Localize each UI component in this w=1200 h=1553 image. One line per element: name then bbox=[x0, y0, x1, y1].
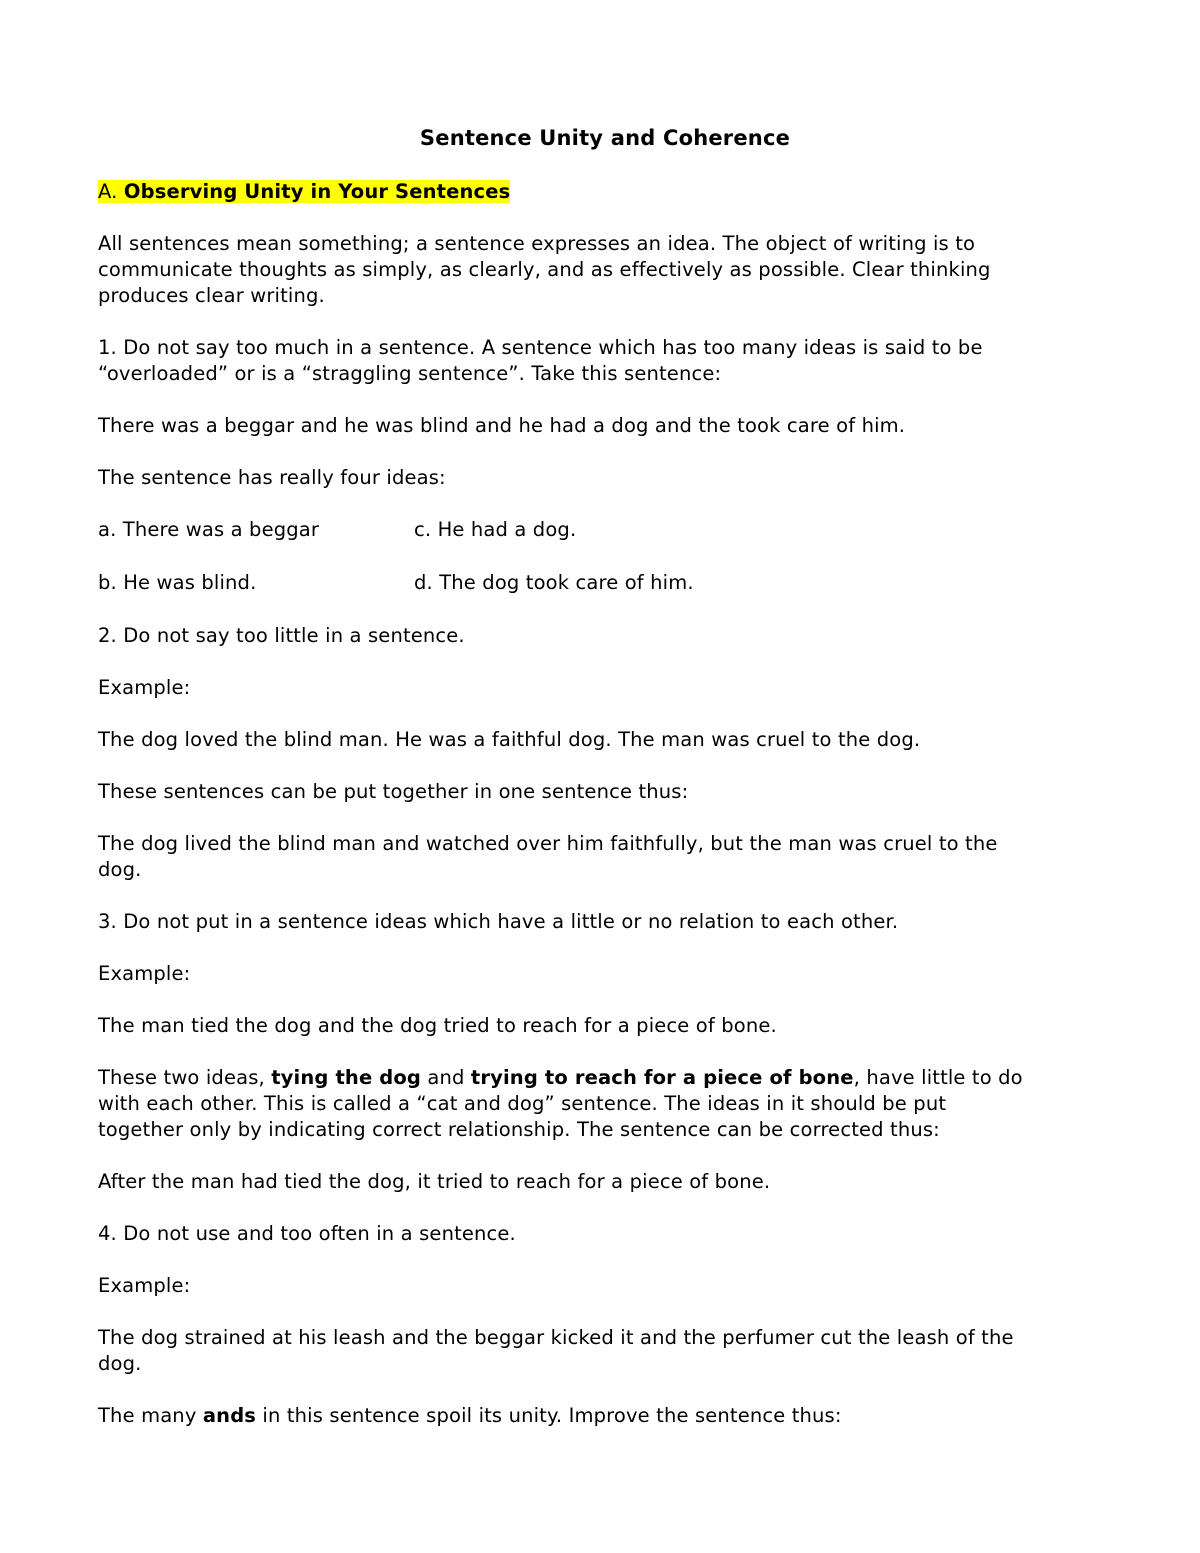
rule-2-example: The dog loved the blind man. He was a faithful dog. The man was cruel to the dog. bbox=[98, 728, 921, 751]
rule-4-example-line-1: The dog strained at his leash and the beggar kicked it and the perfumer cut the leash of the bbox=[98, 1326, 1014, 1349]
rule-3-fix: After the man had tied the dog, it tried to reach for a piece of bone. bbox=[98, 1170, 771, 1193]
section-a-highlight bbox=[98, 180, 510, 203]
rule-2-heading: 2. Do not say too little in a sentence. bbox=[98, 624, 465, 647]
idea-c: c. He had a dog. bbox=[414, 518, 577, 541]
rule-2-fix-line-2: dog. bbox=[98, 858, 142, 881]
rule-2-fix-line-1: The dog lived the blind man and watched over him faithfully, but the man was cruel to the bbox=[98, 832, 998, 855]
intro-paragraph bbox=[98, 231, 1128, 309]
rule-1-paragraph bbox=[98, 335, 1128, 387]
rule-1-line-2: “overloaded” or is a “straggling sentence”. Take this sentence: bbox=[98, 362, 722, 385]
rule-3-example-label: Example: bbox=[98, 962, 191, 985]
rule-4-example bbox=[98, 1325, 1128, 1377]
rule-3-exp-bold-2: trying to reach for a piece of bone bbox=[470, 1066, 854, 1089]
rule-1-example: There was a beggar and he was blind and he had a dog and the took care of him. bbox=[98, 414, 906, 437]
rule-4-note-post: in this sentence spoil its unity. Improve the sentence thus: bbox=[256, 1404, 842, 1427]
rule-4-note-bold: ands bbox=[202, 1404, 257, 1427]
ideas-row-1 bbox=[98, 517, 1128, 543]
intro-line-1: All sentences mean something; a sentence expresses an idea. The object of writing is to bbox=[98, 232, 976, 255]
rule-3-explanation bbox=[98, 1065, 1128, 1143]
rule-3-exp-bold-1: tying the dog bbox=[271, 1066, 422, 1089]
rule-3-heading: 3. Do not put in a sentence ideas which have a little or no relation to each other. bbox=[98, 910, 899, 933]
rule-2-fix bbox=[98, 831, 1128, 883]
rule-3-exp-line-3: together only by indicating correct relationship. The sentence can be corrected thus: bbox=[98, 1118, 940, 1141]
intro-line-2: communicate thoughts as simply, as clearly, and as effectively as possible. Clear thinking bbox=[98, 258, 991, 281]
rule-3-exp-mid: and bbox=[421, 1066, 471, 1089]
document-body bbox=[98, 179, 1128, 1429]
section-a-heading bbox=[98, 179, 1128, 205]
rule-3-exp-pre: These two ideas, bbox=[98, 1066, 272, 1089]
page-title: Sentence Unity and Coherence bbox=[419, 126, 791, 150]
rule-1-note: The sentence has really four ideas: bbox=[98, 466, 446, 489]
rule-1-line-1: 1. Do not say too much in a sentence. A sentence which has too many ideas is said to be bbox=[98, 336, 983, 359]
intro-line-3: produces clear writing. bbox=[98, 284, 325, 307]
rule-4-example-line-2: dog. bbox=[98, 1352, 142, 1375]
rule-2-example-label: Example: bbox=[98, 676, 191, 699]
rule-2-note: These sentences can be put together in one sentence thus: bbox=[98, 780, 689, 803]
idea-a: a. There was a beggar bbox=[98, 518, 320, 541]
rule-4-note bbox=[98, 1403, 1128, 1429]
idea-d: d. The dog took care of him. bbox=[414, 571, 694, 594]
rule-4-example-label: Example: bbox=[98, 1274, 191, 1297]
rule-4-heading: 4. Do not use and too often in a sentence. bbox=[98, 1222, 516, 1245]
section-a-title: Observing Unity in Your Sentences bbox=[123, 180, 511, 203]
rule-3-exp-line-2: with each other. This is called a “cat and dog” sentence. The ideas in it should be put bbox=[98, 1092, 947, 1115]
rule-4-note-pre: The many bbox=[98, 1404, 203, 1427]
rule-3-example: The man tied the dog and the dog tried to reach for a piece of bone. bbox=[98, 1014, 777, 1037]
section-a-letter: A. bbox=[98, 180, 118, 203]
ideas-row-2 bbox=[98, 570, 1128, 596]
idea-b: b. He was blind. bbox=[98, 571, 257, 594]
rule-3-exp-post: , have little to do bbox=[853, 1066, 1023, 1089]
